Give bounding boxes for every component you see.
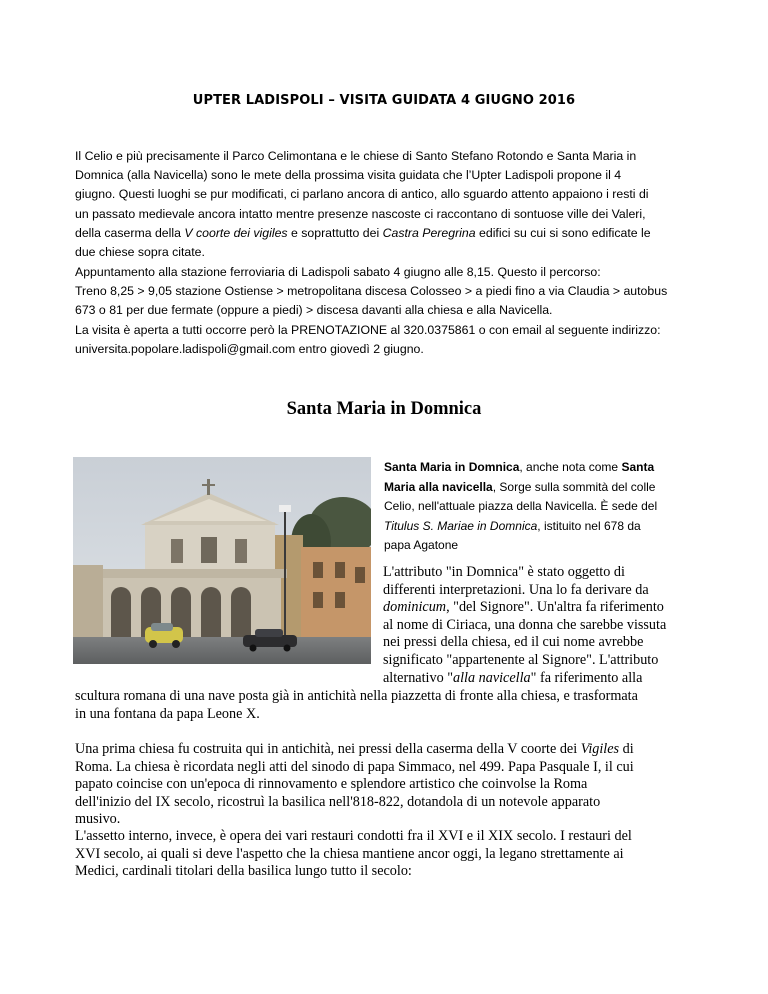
caption-bold-name: Santa Maria in Domnica: [384, 460, 520, 474]
history-paragraph: [75, 741, 695, 829]
appointment-line: 673 o 81 per due fermate (oppure a piedi) > discesa davanti alla chiesa e alla Navicella.: [75, 303, 553, 318]
body-line: Roma. La chiesa è ricordata negli atti del sinodo di papa Simmaco, nel 499. Papa Pasquale I, il cui: [75, 758, 634, 775]
body-line: papato coincise con un'epoca di rinnovamento e splendore artistico che coinvolse la Roma: [75, 776, 588, 793]
intro-line: giugno. Questi luoghi se pur modificati, ci parlano ancora di antico, allo sguardo attento appaiono i resti di: [75, 187, 649, 202]
caption-line: [384, 458, 690, 478]
italic-dominicum: dominicum: [383, 599, 447, 616]
body-line: scultura romana di una nave posta già in antichità nella piazzetta di fronte alla chiesa, e trasformata: [75, 688, 638, 704]
appointment-line: La visita è aperta a tutti occorre però la PRENOTAZIONE al 320.0375861 o con email al seguente indirizzo:: [75, 322, 661, 337]
body-text: " fa riferimento alla: [530, 669, 643, 686]
appointment-line: universita.popolare.ladispoli@gmail.com entro giovedì 2 giugno.: [75, 341, 424, 356]
intro-italic-coorte: V coorte dei vigiles: [184, 225, 288, 240]
intro-text: e soprattutto dei: [287, 225, 383, 240]
appointment-paragraph: [75, 263, 700, 359]
caption-line: papa Agatone: [384, 538, 459, 552]
body-line: nei pressi della chiesa, ed il cui nome avrebbe: [383, 634, 644, 651]
intro-paragraph: [75, 147, 700, 262]
body-line: differenti interpretazioni. Una lo fa derivare da: [383, 581, 649, 598]
caption-line: [384, 517, 690, 537]
intro-line: due chiese sopra citate.: [75, 245, 205, 260]
body-text: alternativo ": [383, 669, 454, 686]
body-line: musivo.: [75, 811, 121, 828]
caption-italic-titulus: Titulus S. Mariae in Domnica: [384, 518, 538, 533]
domnica-paragraph-side: [383, 564, 703, 687]
body-line: significato "appartenente al Signore". L'attributo: [383, 651, 659, 668]
body-line: dell'inizio del IX secolo, ricostruì la basilica nell'818-822, dotandola di un notevole apparato: [75, 793, 601, 810]
intro-text: edifici su cui si sono edificate le: [475, 225, 651, 240]
body-text: di: [619, 741, 634, 757]
caption-bold-alias-cont: Maria alla navicella: [384, 479, 493, 494]
caption-text: , Sorge sulla sommità del colle: [492, 479, 656, 494]
italic-navicella: alla navicella: [453, 669, 531, 686]
caption-line: [384, 478, 690, 498]
intro-line: un passato medievale ancora intatto mentre presenze nascoste ci raccontano di sontuose ville dei Valeri,: [75, 206, 646, 221]
domnica-paragraph-tail: [75, 688, 715, 723]
body-line: al nome di Ciriaca, una donna che sarebbe vissuta: [383, 616, 667, 633]
body-line: [75, 741, 695, 759]
intro-line: Domnica (alla Navicella) sono le mete della prossima visita guidata che l’Upter Ladispoli propone il 4: [75, 168, 622, 183]
body-line: [383, 599, 703, 617]
appointment-line: Treno 8,25 > 9,05 stazione Ostiense > metropolitana discesa Colosseo > a piedi fino a via Claudia > autobus: [75, 284, 668, 299]
body-line: XVI secolo, ai quali si deve l'aspetto che la chiesa mantiene ancor oggi, la legano strettamente ai: [75, 845, 624, 862]
photo-caption: [384, 458, 690, 556]
italic-vigiles: Vigiles: [580, 741, 620, 757]
caption-line: Celio, nell'attuale piazza della Navicella. È sede del: [384, 499, 658, 513]
caption-bold-alias: Santa: [621, 460, 655, 474]
appointment-line: Appuntamento alla stazione ferroviaria di Ladispoli sabato 4 giugno alle 8,15. Questo il percorso:: [75, 265, 601, 279]
document-title: UPTER LADISPOLI – VISITA GUIDATA 4 GIUGNO 2016: [192, 93, 576, 108]
body-text: , "del Signore". Un'altra fa riferimento: [446, 599, 664, 616]
body-line: L'assetto interno, invece, è opera dei vari restauri condotti fra il XVI e il XIX secolo. I restauri del: [75, 828, 632, 844]
caption-text: , istituito nel 678 da: [537, 518, 641, 533]
intro-line: [75, 224, 700, 243]
interior-paragraph: [75, 828, 695, 881]
body-text: Una prima chiesa fu costruita qui in antichità, nei pressi della caserma della V coorte dei: [75, 741, 581, 757]
section-heading: Santa Maria in Domnica: [286, 399, 482, 419]
caption-text: , anche nota come: [519, 460, 622, 474]
church-photo: [73, 457, 371, 664]
body-line: in una fontana da papa Leone X.: [75, 705, 260, 722]
body-line: Medici, cardinali titolari della basilica lungo tutto il secolo:: [75, 863, 412, 880]
intro-text: della caserma della: [75, 225, 185, 240]
body-line: [383, 670, 703, 688]
intro-line: Il Celio e più precisamente il Parco Celimontana e le chiese di Santo Stefano Rotondo e Santa Maria in: [75, 149, 637, 163]
body-line: L'attributo "in Domnica" è stato oggetto di: [383, 564, 625, 580]
intro-italic-castra: Castra Peregrina: [382, 225, 476, 240]
